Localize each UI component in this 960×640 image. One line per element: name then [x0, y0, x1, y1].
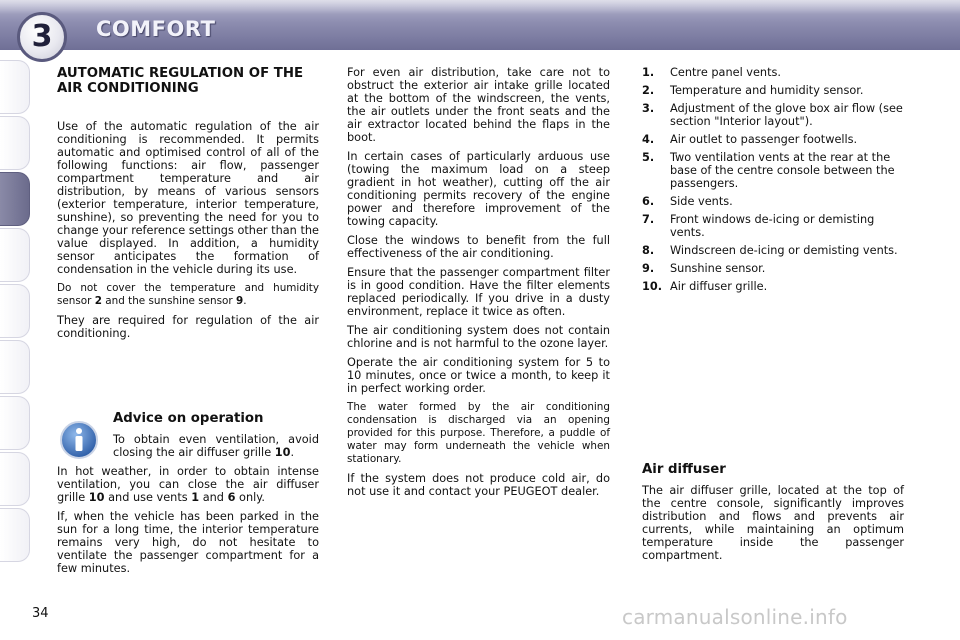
paragraph-condensation: The water formed by the air conditioning condensation is discharged via an opening provided for this purpose. Therefore, a puddle of water may form underneath the vehicle when stationary. — [347, 401, 610, 465]
air-diffuser-title: Air diffuser — [642, 462, 726, 477]
section-title: AUTOMATIC REGULATION OF THE AIR CONDITIONING — [57, 66, 304, 96]
chapter-tab-4[interactable] — [0, 228, 30, 282]
info-icon — [59, 420, 99, 460]
header-shine — [0, 0, 960, 14]
chapter-tab-2[interactable] — [0, 116, 30, 170]
vents-legend-list — [642, 66, 904, 293]
advice-on-operation — [57, 412, 319, 581]
chapter-tab-5[interactable] — [0, 284, 30, 338]
chapter-tab-6[interactable] — [0, 340, 30, 394]
paragraph-operate-monthly: Operate the air conditioning system for 5 to 10 minutes, once or twice a month, to keep it in perfect working order. — [347, 356, 610, 395]
legend-item: 5. Two ventilation vents at the rear at the base of the centre console between the passengers. — [642, 151, 895, 190]
paragraph-arduous-use: In certain cases of particularly arduous use (towing the maximum load on a steep gradient in hot weather), cutting off the air conditioning permits recovery of the engine power and therefore improvement of the towing capacity. — [347, 150, 610, 228]
chapter-tab-3-active[interactable] — [0, 172, 30, 226]
paragraph-close-windows: Close the windows to benefit from the full effectiveness of the air conditioning. — [347, 234, 610, 260]
air-diffuser-section — [642, 463, 904, 568]
legend-item: 9. Sunshine sensor. — [642, 262, 766, 275]
legend-item: 2. Temperature and humidity sensor. — [642, 84, 864, 97]
chapter-tab-7[interactable] — [0, 396, 30, 450]
paragraph-air-distribution: For even air distribution, take care not to obstruct the exterior air intake grille located at the bottom of the windscreen, the vents, the air outlets under the front seats and the air extractor located behind the flaps in the boot. — [347, 66, 610, 144]
chapter-title: COMFORT — [96, 17, 216, 41]
advice-title: Advice on operation — [113, 411, 264, 426]
legend-item: 7. Front windows de-icing or demisting vents. — [642, 213, 875, 239]
paragraph-contact-dealer: If the system does not produce cold air, do not use it and contact your PEUGEOT dealer. — [347, 472, 610, 498]
chapter-number-badge: 3 — [17, 12, 67, 62]
sensor-warning: Do not cover the temperature and humidity sensor 2 and the sunshine sensor 9. — [57, 282, 319, 307]
advice-paragraph-1: To obtain even ventilation, avoid closing the air diffuser grille 10. — [113, 433, 319, 459]
advice-paragraph-2: In hot weather, in order to obtain intense ventilation, you can close the air diffuser grille 10 and use vents 1 and 6 only. — [57, 465, 319, 504]
paragraph-filter: Ensure that the passenger compartment filter is in good condition. Have the filter elements replaced periodically. If you drive in a dusty environment, replace it twice as often. — [347, 266, 610, 318]
chapter-tab-1[interactable] — [0, 60, 30, 114]
chapter-tabs — [0, 60, 38, 620]
legend-item: 1. Centre panel vents. — [642, 66, 781, 79]
legend-item: 3. Adjustment of the glove box air flow (see section "Interior layout"). — [642, 102, 903, 128]
air-diffuser-paragraph: The air diffuser grille, located at the top of the centre console, significantly improves distribution and flows and prevents air currents, while maintaining an optimum temperature inside the passenger compartment. — [642, 484, 904, 562]
legend-item: 4. Air outlet to passenger footwells. — [642, 133, 858, 146]
legend-item: 8. Windscreen de-icing or demisting vents. — [642, 244, 898, 257]
column-legend — [642, 66, 904, 298]
paragraph-ozone: The air conditioning system does not contain chlorine and is not harmful to the ozone layer. — [347, 324, 610, 350]
column-usage-advice — [347, 66, 610, 504]
chapter-tab-8[interactable] — [0, 452, 30, 506]
watermark: carmanualsonline.info — [622, 605, 848, 629]
legend-item: 10. Air diffuser grille. — [642, 280, 768, 293]
sensor-note: They are required for regulation of the air conditioning. — [57, 314, 319, 340]
chapter-tab-9[interactable] — [0, 508, 30, 562]
page-number: 34 — [32, 606, 49, 621]
legend-item: 6. Side vents. — [642, 195, 733, 208]
intro-paragraph: Use of the automatic regulation of the air conditioning is recommended. It permits automatic and optimised control of all of the following functions: air flow, passenger compartment temperature and air distribution, by means of various sensors (exterior temperature, interior temperature, sunshine), so preventing the need for you to change your reference settings other than the value displayed. In addition, a humidity sensor anticipates the formation of condensation in the vehicle during its use. — [57, 120, 319, 276]
advice-head — [113, 412, 319, 459]
column-automatic-regulation — [57, 66, 319, 346]
advice-paragraph-3: If, when the vehicle has been parked in the sun for a long time, the interior temperature remains very high, do not hesitate to ventilate the passenger compartment for a few minutes. — [57, 510, 319, 575]
